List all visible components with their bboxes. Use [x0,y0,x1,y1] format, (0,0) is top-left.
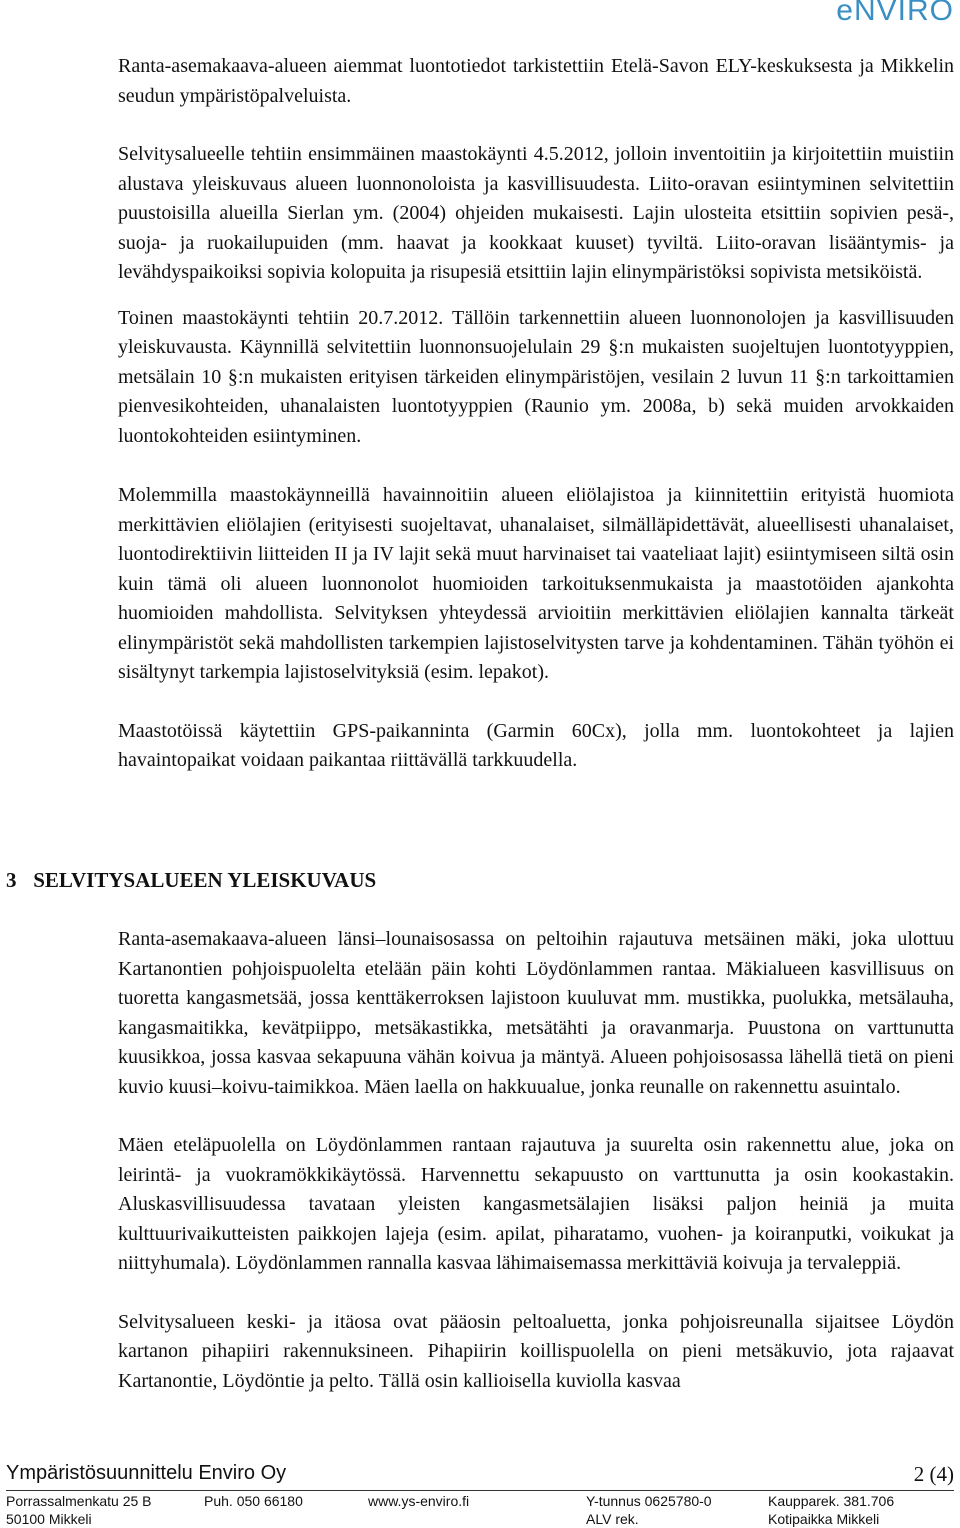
footer-business-id: Y-tunnus 0625780-0 [586,1493,712,1509]
footer-company: Ympäristösuunnittelu Enviro Oy [6,1462,287,1484]
body-section [118,925,954,1396]
footer-domicile: Kotipaikka Mikkeli [768,1511,880,1527]
paragraph-sources: Ranta-asemakaava-alueen aiemmat luontotiedot tarkistettiin Etelä-Savon ELY-keskuksesta ja Mikkelin seudun ympäristöpalveluista. [118,55,954,107]
section-title: SELVITYSALUEEN YLEISKUVAUS [33,868,377,892]
page-number: 2 (4) [913,1462,954,1486]
paragraph-hill: Ranta-asemakaava-alueen länsi–lounaisosassa on peltoihin rajautuva metsäinen mäki, joka ulottuu Kartanontien pohjoispuolelta etelään päin kohti Löydönlammen rantaa. Mäkialueen kasvillisuus on tuoretta kangasmetsää, jossa kenttäkerroksen lajistoon kuuluvat mm. mustikka, puolukka, metsälauha, kangasmaitikka, kevätpiippo, metsäkastikka, metsätähti ja oravanmarja. Puustona on varttunutta kuusikkoa, jossa kasvaa sekapuuna vähän koivua ja mäntyä. Alueen pohjoisosassa lähellä tietä on pieni kuvio kuusi–koivu-taimikkoa. Mäen laella on hakkuualue, jonka reunalle on rakennettu asuintalo. [118,928,954,1098]
footer-city: 50100 Mikkeli [6,1511,92,1527]
footer-website[interactable]: www.ys-enviro.fi [368,1493,470,1509]
footer-divider [6,1490,954,1491]
footer-phone: Puh. 050 66180 [204,1493,303,1509]
footer-vat: ALV rek. [586,1511,639,1527]
paragraph-east: Selvitysalueen keski- ja itäosa ovat pääosin peltoaluetta, jonka pohjoisreunalla sijaitsee Löydön kartanon pihapiiri rakennuksineen. Pihapiirin koillispuolella on pieni metsäkuvio, jota rajaavat Kartanontie, Löydöntie ja pelto. Tällä osin kallioisella kuviolla kasvaa [118,1310,954,1392]
paragraph-south: Mäen eteläpuolella on Löydönlammen rantaan rajautuva ja suurelta osin rakennettu alue, joka on leirintä- ja vuokramökkikäytössä. Harvennettu sekapuusto on varttunutta ja osin kookastakin. Aluskasvillisuudessa tavataan yleisten kangasmetsälajien lisäksi paljon heiniä ja muita kulttuurivaikutteisten paikkojen lajeja (esim. apilat, piharatamo, vuohen- ja koiranputki, voikukat ja niittyhumala). Löydönlammen rannalla kasvaa lähimaisemassa merkittäviä koivuja ja tervaleppiä. [118,1134,954,1274]
section-number: 3 [6,868,17,892]
footer-trade-register: Kaupparek. 381.706 [768,1493,895,1509]
footer-trade [768,1492,894,1528]
body-top [118,52,954,776]
paragraph-gps: Maastotöissä käytettiin GPS-paikanninta (Garmin 60Cx), jolla mm. luontokohteet ja lajien havaintopaikat voidaan paikantaa riittävällä tarkkuudella. [118,719,954,771]
paragraph-species: Molemmilla maastokäynneillä havainnoitiin alueen eliölajistoa ja kiinnitettiin erityistä huomiota merkittävien eliölajien (erityisesti suojeltavat, uhanalaiset, silmälläpidettävät, alueellisesti uhanalaiset, luontodirektiivin liitteiden II ja IV lajit sekä muut harvinaiset tai vaateliaat lajit) esiintymiseen siltä osin kuin tämä oli alueen luonnonolot huomioiden tarkoituksenmukaista ja maastotöiden ajankohta huomioiden mahdollista. Selvityksen yhteydessä arvioitiin merkittävien eliölajien kannalta tärkeät elinympäristöt sekä mahdollisten tarkempien lajistoselvitysten tarve ja kohdentaminen. Tähän työhön ei sisältynyt tarkempia lajistoselvityksiä (esim. lepakot). [118,484,954,683]
footer-business [586,1492,712,1528]
paragraph-second-visit: Toinen maastokäynti tehtiin 20.7.2012. Tällöin tarkennettiin alueen luonnonolojen ja kasvillisuuden yleiskuvausta. Käynnillä selvitettiin luonnonsuojelulain 29 §:n mukaisten suojeltujen luontotyyppien, metsälain 10 §:n mukaisten erityisen tärkeiden elinympäristöjen, vesilain 2 luvun 11 §:n tarkoittamien pienvesikohteiden, uhanalaisten luontotyyppien (Raunio ym. 2008a, b) sekä muiden arvokkaiden luontokohteiden esiintyminen. [118,306,954,447]
enviro-logo: eNVIRO [836,0,954,27]
section-heading [6,868,376,893]
paragraph-first-visit: Selvitysalueelle tehtiin ensimmäinen maastokäynti 4.5.2012, jolloin inventoitiin ja kirjoitettiin muistiin alustava yleiskuvaus alueen luonnonoloista ja kasvillisuudesta. Liito-oravan esiintyminen selvitettiin puustoisilla alueilla Sierlan ym. (2004) ohjeiden mukaisesti. Lajin ulosteita etsittiin sopivien pesä-, suoja- ja ruokailupuiden (mm. haavat ja kookkaat kuuset) tyviltä. Liito-oravan lisääntymis- ja levähdyspaikoiksi sopivia kolopuita ja risupesiä etsittiin lajin elinympäristöksi sopivista metsiköistä. [118,143,954,283]
footer-street: Porrassalmenkatu 25 B [6,1493,152,1509]
footer-address [6,1492,152,1528]
